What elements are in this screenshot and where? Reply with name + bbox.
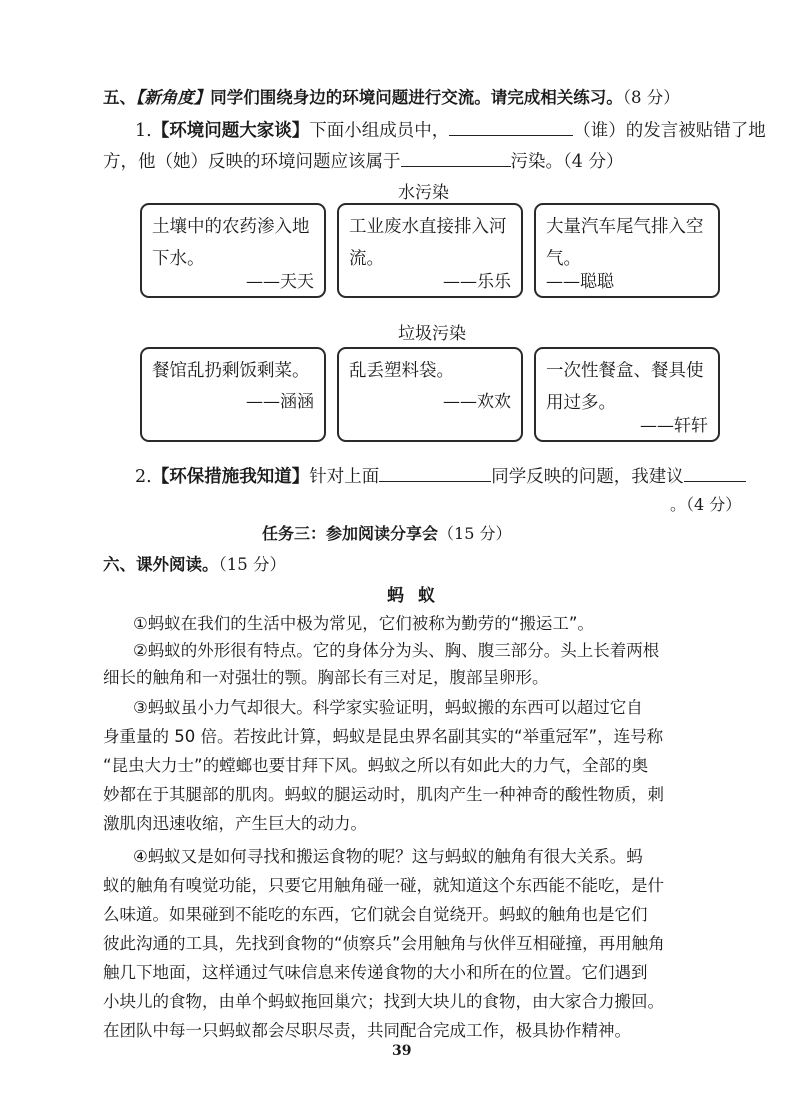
q1-line1 xyxy=(135,117,766,142)
q1-line2 xyxy=(103,148,623,173)
q1-text-d: 污染。（4 分） xyxy=(510,152,624,172)
section6-heading xyxy=(103,551,286,575)
section-text: 同学们围绕身边的环境问题进行交流。请完成相关练习。 xyxy=(210,88,623,107)
article-line: ④蚂蚁又是如何寻找和搬运食物的呢？这与蚂蚁的触角有很大关系。蚂 xyxy=(133,847,643,866)
q1-blank-who[interactable] xyxy=(449,117,573,136)
card-text: 工业废水直接排入河流。 xyxy=(349,217,507,269)
article-line: 彼此沟通的工具，先找到食物的“侦察兵”会用触角与伙伴互相碰撞，再用触角 xyxy=(103,934,665,953)
section-number: 五、 xyxy=(103,88,136,107)
card-speaker: ——天天 xyxy=(246,272,314,292)
q2-text-c: 。（4 分） xyxy=(670,495,742,514)
q1-text-a: 下面小组成员中， xyxy=(309,121,450,141)
article-line: 小块儿的食物，由单个蚂蚁拖回巢穴；找到大块儿的食物，由大家合力搬回。 xyxy=(103,992,664,1011)
section5-heading xyxy=(103,84,680,108)
q1-text-c: 方，他（她）反映的环境问题应该属于 xyxy=(103,152,401,172)
article-line: 在团队中每一只蚂蚁都会尽职尽责，共同配合完成工作，极具协作精神。 xyxy=(103,1021,631,1040)
article-title: 蚂蚁 xyxy=(387,586,449,606)
page-number: 39 xyxy=(392,1043,412,1059)
task3-points: （15 分） xyxy=(438,524,512,543)
q2-blank-suggestion-1[interactable] xyxy=(684,463,746,482)
article-line: “昆虫大力士”的螳螂也要甘拜下风。蚂蚁之所以有如此大的力气，全部的奥 xyxy=(103,756,649,775)
article-line: 细长的触角和一对强壮的颚。胸部长有三对足，腹部呈卵形。 xyxy=(103,668,549,687)
speech-card-huanhuan xyxy=(337,347,523,442)
article-line: 么味道。如果碰到不能吃的东西，它们就会自觉绕开。蚂蚁的触角也是它们 xyxy=(103,905,648,924)
card-speaker: ——涵涵 xyxy=(246,392,314,412)
q2-line2 xyxy=(670,492,741,515)
q2-number: 2. xyxy=(135,467,152,487)
card-text: 大量汽车尾气排入空气。 xyxy=(546,217,704,269)
water-pollution-label: 水污染 xyxy=(398,183,449,203)
q1-text-b: （谁）的发言被贴错了地 xyxy=(573,121,766,141)
speech-card-lele xyxy=(337,203,523,298)
speech-card-xuanxuan xyxy=(534,347,720,442)
card-speaker: ——乐乐 xyxy=(443,272,511,292)
speech-card-hanhan xyxy=(140,347,326,442)
card-text: 土壤中的农药渗入地下水。 xyxy=(152,217,310,269)
section-points: （8 分） xyxy=(622,88,680,107)
q2-text-b: 同学反映的问题，我建议 xyxy=(491,467,684,487)
q1-number: 1. xyxy=(135,121,152,141)
article-line: ①蚂蚁在我们的生活中极为常见，它们被称为勤劳的“搬运工”。 xyxy=(133,614,594,633)
section-tag: 【新角度】 xyxy=(136,88,211,107)
section6-points: （15 分） xyxy=(218,555,286,574)
speech-card-tiantian xyxy=(140,203,326,298)
article-line: 激肌肉迅速收缩，产生巨大的动力。 xyxy=(103,814,367,833)
card-text: 一次性餐盒、餐具使用过多。 xyxy=(546,361,704,413)
speech-card-congcong xyxy=(534,203,720,298)
article-line: ③蚂蚁虽小力气却很大。科学家实验证明，蚂蚁搬的东西可以超过它自 xyxy=(133,698,643,717)
garbage-pollution-label: 垃圾污染 xyxy=(398,324,466,344)
q2-line1 xyxy=(135,463,746,488)
task3-title: 任务三：参加阅读分享会 xyxy=(262,524,439,543)
article-line: 身重量的 50 倍。若按此计算，蚂蚁是昆虫界名副其实的“举重冠军”，连号称 xyxy=(103,727,664,746)
q2-blank-student[interactable] xyxy=(379,463,491,482)
article-line: 妙都在于其腿部的肌肉。蚂蚁的腿运动时，肌肉产生一种神奇的酸性物质，刺 xyxy=(103,785,664,804)
card-speaker: ——轩轩 xyxy=(640,416,708,436)
card-text: 乱丢塑料袋。 xyxy=(349,361,454,381)
task3-heading xyxy=(262,521,511,544)
article-line: 触几下地面，这样通过气味信息来传递食物的大小和所在的位置。它们遇到 xyxy=(103,963,648,982)
section6-title: 六、课外阅读。 xyxy=(103,555,219,574)
card-text: 餐馆乱扔剩饭剩菜。 xyxy=(152,361,310,381)
article-line: 蚁的触角有嗅觉功能，只要它用触角碰一碰，就知道这个东西能不能吃，是什 xyxy=(103,876,664,895)
q2-bracket-title: 【环保措施我知道】 xyxy=(151,467,310,487)
q1-bracket-title: 【环境问题大家谈】 xyxy=(151,121,310,141)
card-speaker: ——欢欢 xyxy=(443,392,511,412)
q1-blank-type[interactable] xyxy=(401,148,511,167)
card-speaker: ——聪聪 xyxy=(546,272,614,292)
q2-text-a: 针对上面 xyxy=(309,467,380,487)
article-line: ②蚂蚁的外形很有特点。它的身体分为头、胸、腹三部分。头上长着两根 xyxy=(133,641,660,660)
